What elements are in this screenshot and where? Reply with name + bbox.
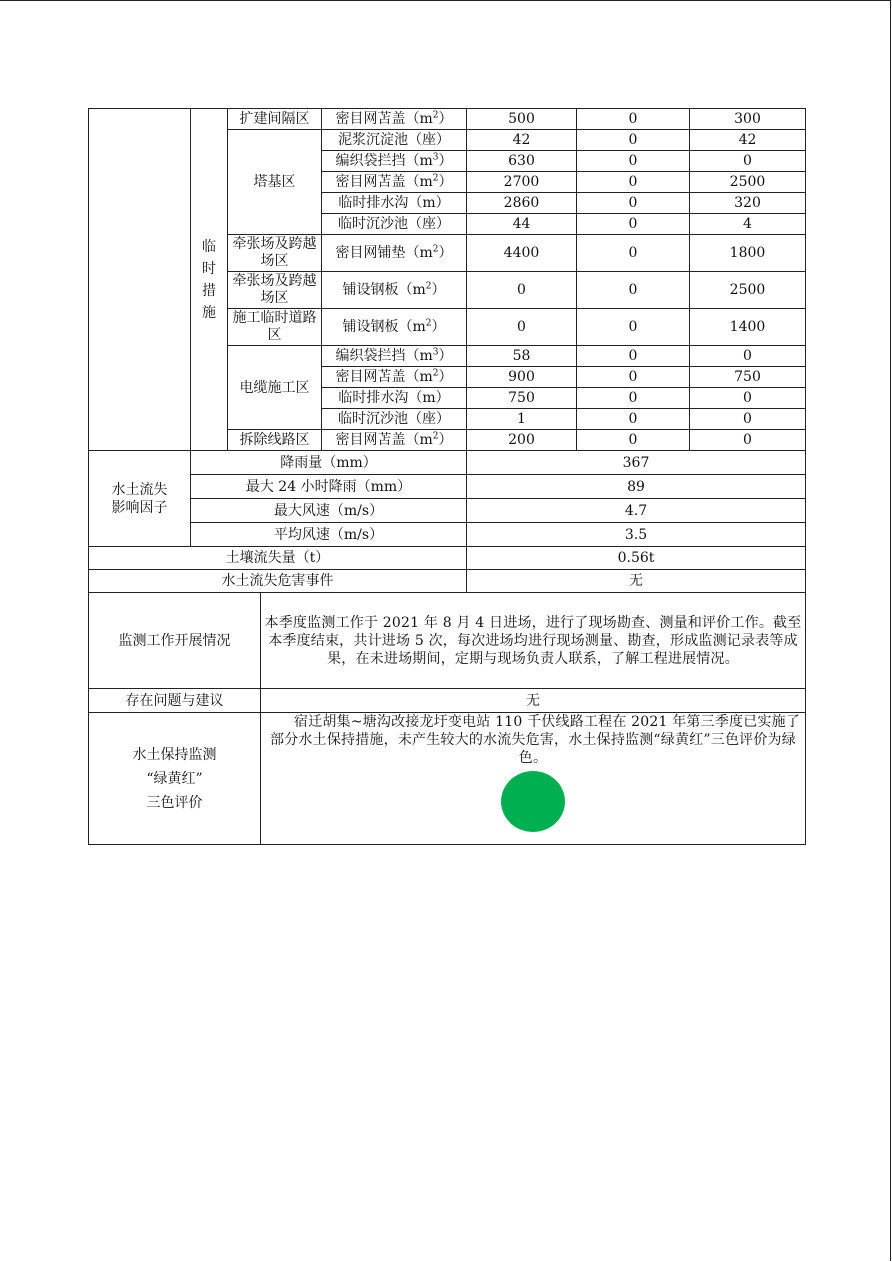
issues-label: 存在问题与建议 <box>89 689 261 713</box>
factor-value: 4.7 <box>467 499 806 523</box>
evaluation-label: 水土保持监测 “绿黄红” 三色评价 <box>89 713 261 845</box>
soil-loss-label: 土壤流失量（t） <box>89 547 467 570</box>
value-cell: 0 <box>690 151 806 172</box>
value-cell: 0 <box>577 409 690 430</box>
value-cell: 44 <box>467 214 577 235</box>
soil-loss-row <box>89 547 806 570</box>
factor-value: 89 <box>467 475 806 499</box>
table-row <box>89 109 806 130</box>
value-cell: 0 <box>690 430 806 451</box>
value-cell: 2500 <box>690 172 806 193</box>
hazard-row <box>89 570 806 593</box>
value-cell: 2860 <box>467 193 577 214</box>
value-cell: 0 <box>577 309 690 346</box>
measure-cell: 临时排水沟（m） <box>322 388 467 409</box>
measure-cell: 临时排水沟（m） <box>322 193 467 214</box>
evaluation-row <box>89 713 806 845</box>
evaluation-text: 宿迁胡集~塘沟改接龙圩变电站 110 千伏线路工程在 2021 年第三季度已实施了部分水土保持措施，未产生较大的水流失危害，水土保持监测“绿黄红”三色评价为绿色。 <box>261 713 806 845</box>
zone-cell: 牵张场及跨越场区 <box>228 235 322 272</box>
value-cell: 0 <box>577 367 690 388</box>
value-cell: 0 <box>467 272 577 309</box>
zone-cell: 塔基区 <box>228 130 322 235</box>
value-cell: 0 <box>577 172 690 193</box>
value-cell: 750 <box>467 388 577 409</box>
measure-cell: 临时沉沙池（座） <box>322 214 467 235</box>
value-cell: 0 <box>577 130 690 151</box>
soil-loss-value: 0.56t <box>467 547 806 570</box>
factor-label: 降雨量（mm） <box>191 451 467 475</box>
value-cell: 300 <box>690 109 806 130</box>
work-label: 监测工作开展情况 <box>89 593 261 689</box>
value-cell: 4400 <box>467 235 577 272</box>
hazard-value: 无 <box>467 570 806 593</box>
factors-label: 水土流失 影响因子 <box>89 451 191 547</box>
zone-cell: 拆除线路区 <box>228 430 322 451</box>
measure-cell: 编织袋拦挡$(m^3)$ <box>322 151 467 172</box>
value-cell: 2700 <box>467 172 577 193</box>
value-cell: 0 <box>690 346 806 367</box>
measure-cell: 密目网铺垫$(m^2)$ <box>322 235 467 272</box>
measure-cell: 密目网苫盖$(m^2)$ <box>322 367 467 388</box>
issues-value: 无 <box>261 689 806 713</box>
measure-cell: 密目网苫盖$(m^2)$ <box>322 172 467 193</box>
zone-cell: 扩建间隔区 <box>228 109 322 130</box>
value-cell: 0 <box>577 193 690 214</box>
work-text: 本季度监测工作于 2021 年 8 月 4 日进场，进行了现场勘查、测量和评价工作。截至本季度结束，共计进场 5 次，每次进场均进行现场测量、勘查，形成监测记录表等成果，在未进场期间，定期与现场负责人联系，了解工程进展情况。 <box>261 593 806 689</box>
zone-cell: 施工临时道路区 <box>228 309 322 346</box>
value-cell: 1400 <box>690 309 806 346</box>
value-cell: 0 <box>577 272 690 309</box>
value-cell: 750 <box>690 367 806 388</box>
value-cell: 0 <box>577 151 690 172</box>
value-cell: 42 <box>690 130 806 151</box>
green-rating-indicator <box>501 771 565 832</box>
value-cell: 0 <box>577 235 690 272</box>
value-cell: 200 <box>467 430 577 451</box>
value-cell: 0 <box>577 430 690 451</box>
work-row <box>89 593 806 689</box>
factor-value: 3.5 <box>467 523 806 547</box>
factor-row <box>89 499 806 523</box>
value-cell: 0 <box>577 346 690 367</box>
value-cell: 500 <box>467 109 577 130</box>
measure-cell: 密目网苫盖$(m^2)$ <box>322 430 467 451</box>
hazard-label: 水土流失危害事件 <box>89 570 467 593</box>
factor-row <box>89 451 806 475</box>
value-cell: 0 <box>577 214 690 235</box>
factor-label: 最大风速（m/s） <box>191 499 467 523</box>
value-cell: 630 <box>467 151 577 172</box>
value-cell: 58 <box>467 346 577 367</box>
measure-cell: 铺设钢板$(m^2)$ <box>322 272 467 309</box>
measure-cell: 临时沉沙池（座） <box>322 409 467 430</box>
issues-row <box>89 689 806 713</box>
value-cell: 0 <box>690 409 806 430</box>
value-cell: 1 <box>467 409 577 430</box>
value-cell: 2500 <box>690 272 806 309</box>
factor-row <box>89 523 806 547</box>
value-cell: 0 <box>690 388 806 409</box>
measure-cell: 编织袋拦挡$(m^3)$ <box>322 346 467 367</box>
measure-cell: 密目网苫盖$(m^2)$ <box>322 109 467 130</box>
factor-label: 平均风速（m/s） <box>191 523 467 547</box>
value-cell: 320 <box>690 193 806 214</box>
temp-measures-label: 临时措施 <box>191 109 228 451</box>
factor-value: 367 <box>467 451 806 475</box>
value-cell: 0 <box>467 309 577 346</box>
value-cell: 4 <box>690 214 806 235</box>
zone-cell: 牵张场及跨越场区 <box>228 272 322 309</box>
monitoring-table <box>88 108 806 845</box>
zone-cell: 电缆施工区 <box>228 346 322 430</box>
value-cell: 1800 <box>690 235 806 272</box>
factor-label: 最大 24 小时降雨（mm） <box>191 475 467 499</box>
value-cell: 0 <box>577 388 690 409</box>
blank-cell <box>89 109 191 451</box>
measure-cell: 泥浆沉淀池（座） <box>322 130 467 151</box>
value-cell: 0 <box>577 109 690 130</box>
factor-row <box>89 475 806 499</box>
measure-cell: 铺设钢板$(m^2)$ <box>322 309 467 346</box>
value-cell: 900 <box>467 367 577 388</box>
value-cell: 42 <box>467 130 577 151</box>
